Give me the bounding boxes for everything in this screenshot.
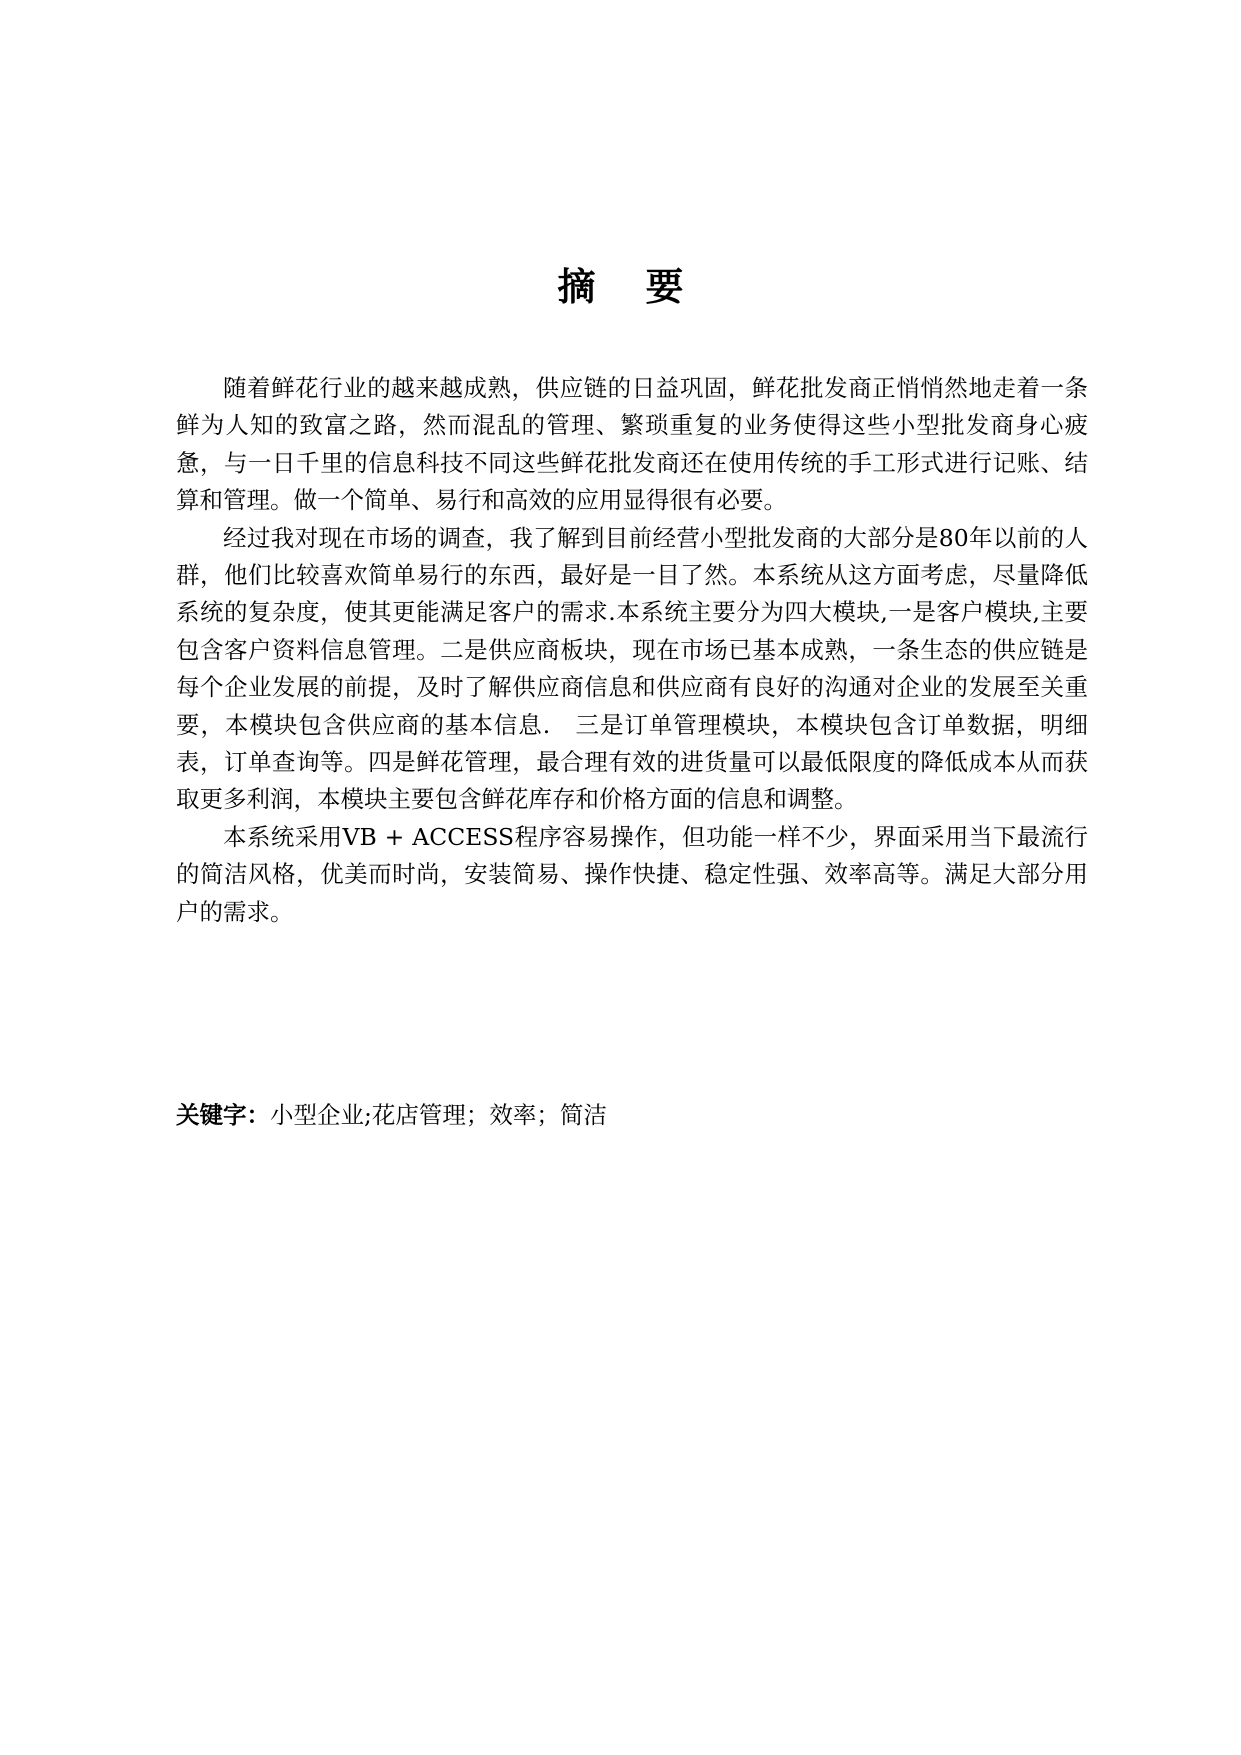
page-title: 摘要 xyxy=(557,265,734,309)
keywords-text: 小型企业;花店管理；效率；简洁 xyxy=(270,1101,607,1129)
abstract-paragraph-3: 本系统采用VB + ACCESS程序容易操作，但功能一样不少，界面采用当下最流行的简洁风格，优美而时尚，安装简易、操作快捷、稳定性强、效率高等。满足大部分用户的需求。 xyxy=(176,822,1088,926)
abstract-paragraph-1: 随着鲜花行业的越来越成熟，供应链的日益巩固，鲜花批发商正悄悄然地走着一条鲜为人知的致富之路，然而混乱的管理、繁琐重复的业务使得这些小型批发商身心疲惫，与一日千里的信息科技不同这些鲜花批发商还在使用传统的手工形式进行记账、结算和管理。做一个简单、易行和高效的应用显得很有必要。 xyxy=(176,374,1088,515)
keywords-label: 关键字： xyxy=(176,1101,270,1129)
abstract-body xyxy=(176,370,1088,931)
keywords-line xyxy=(176,1097,1088,1134)
abstract-paragraph-2: 经过我对现在市场的调查，我了解到目前经营小型批发商的大部分是80年以前的人群，他们比较喜欢简单易行的东西，最好是一目了然。本系统从这方面考虑，尽量降低系统的复杂度，使其更能满足客户的需求.本系统主要分为四大模块,一是客户模块,主要包含客户资料信息管理。二是供应商板块，现在市场已基本成熟，一条生态的供应链是每个企业发展的前提，及时了解供应商信息和供应商有良好的沟通对企业的发展至关重要，本模块包含供应商的基本信息. 三是订单管理模块，本模块包含订单数据，明细表，订单查询等。四是鲜花管理，最合理有效的进货量可以最低限度的降低成本从而获取更多利润，本模块主要包含鲜花库存和价格方面的信息和调整。 xyxy=(176,523,1088,814)
